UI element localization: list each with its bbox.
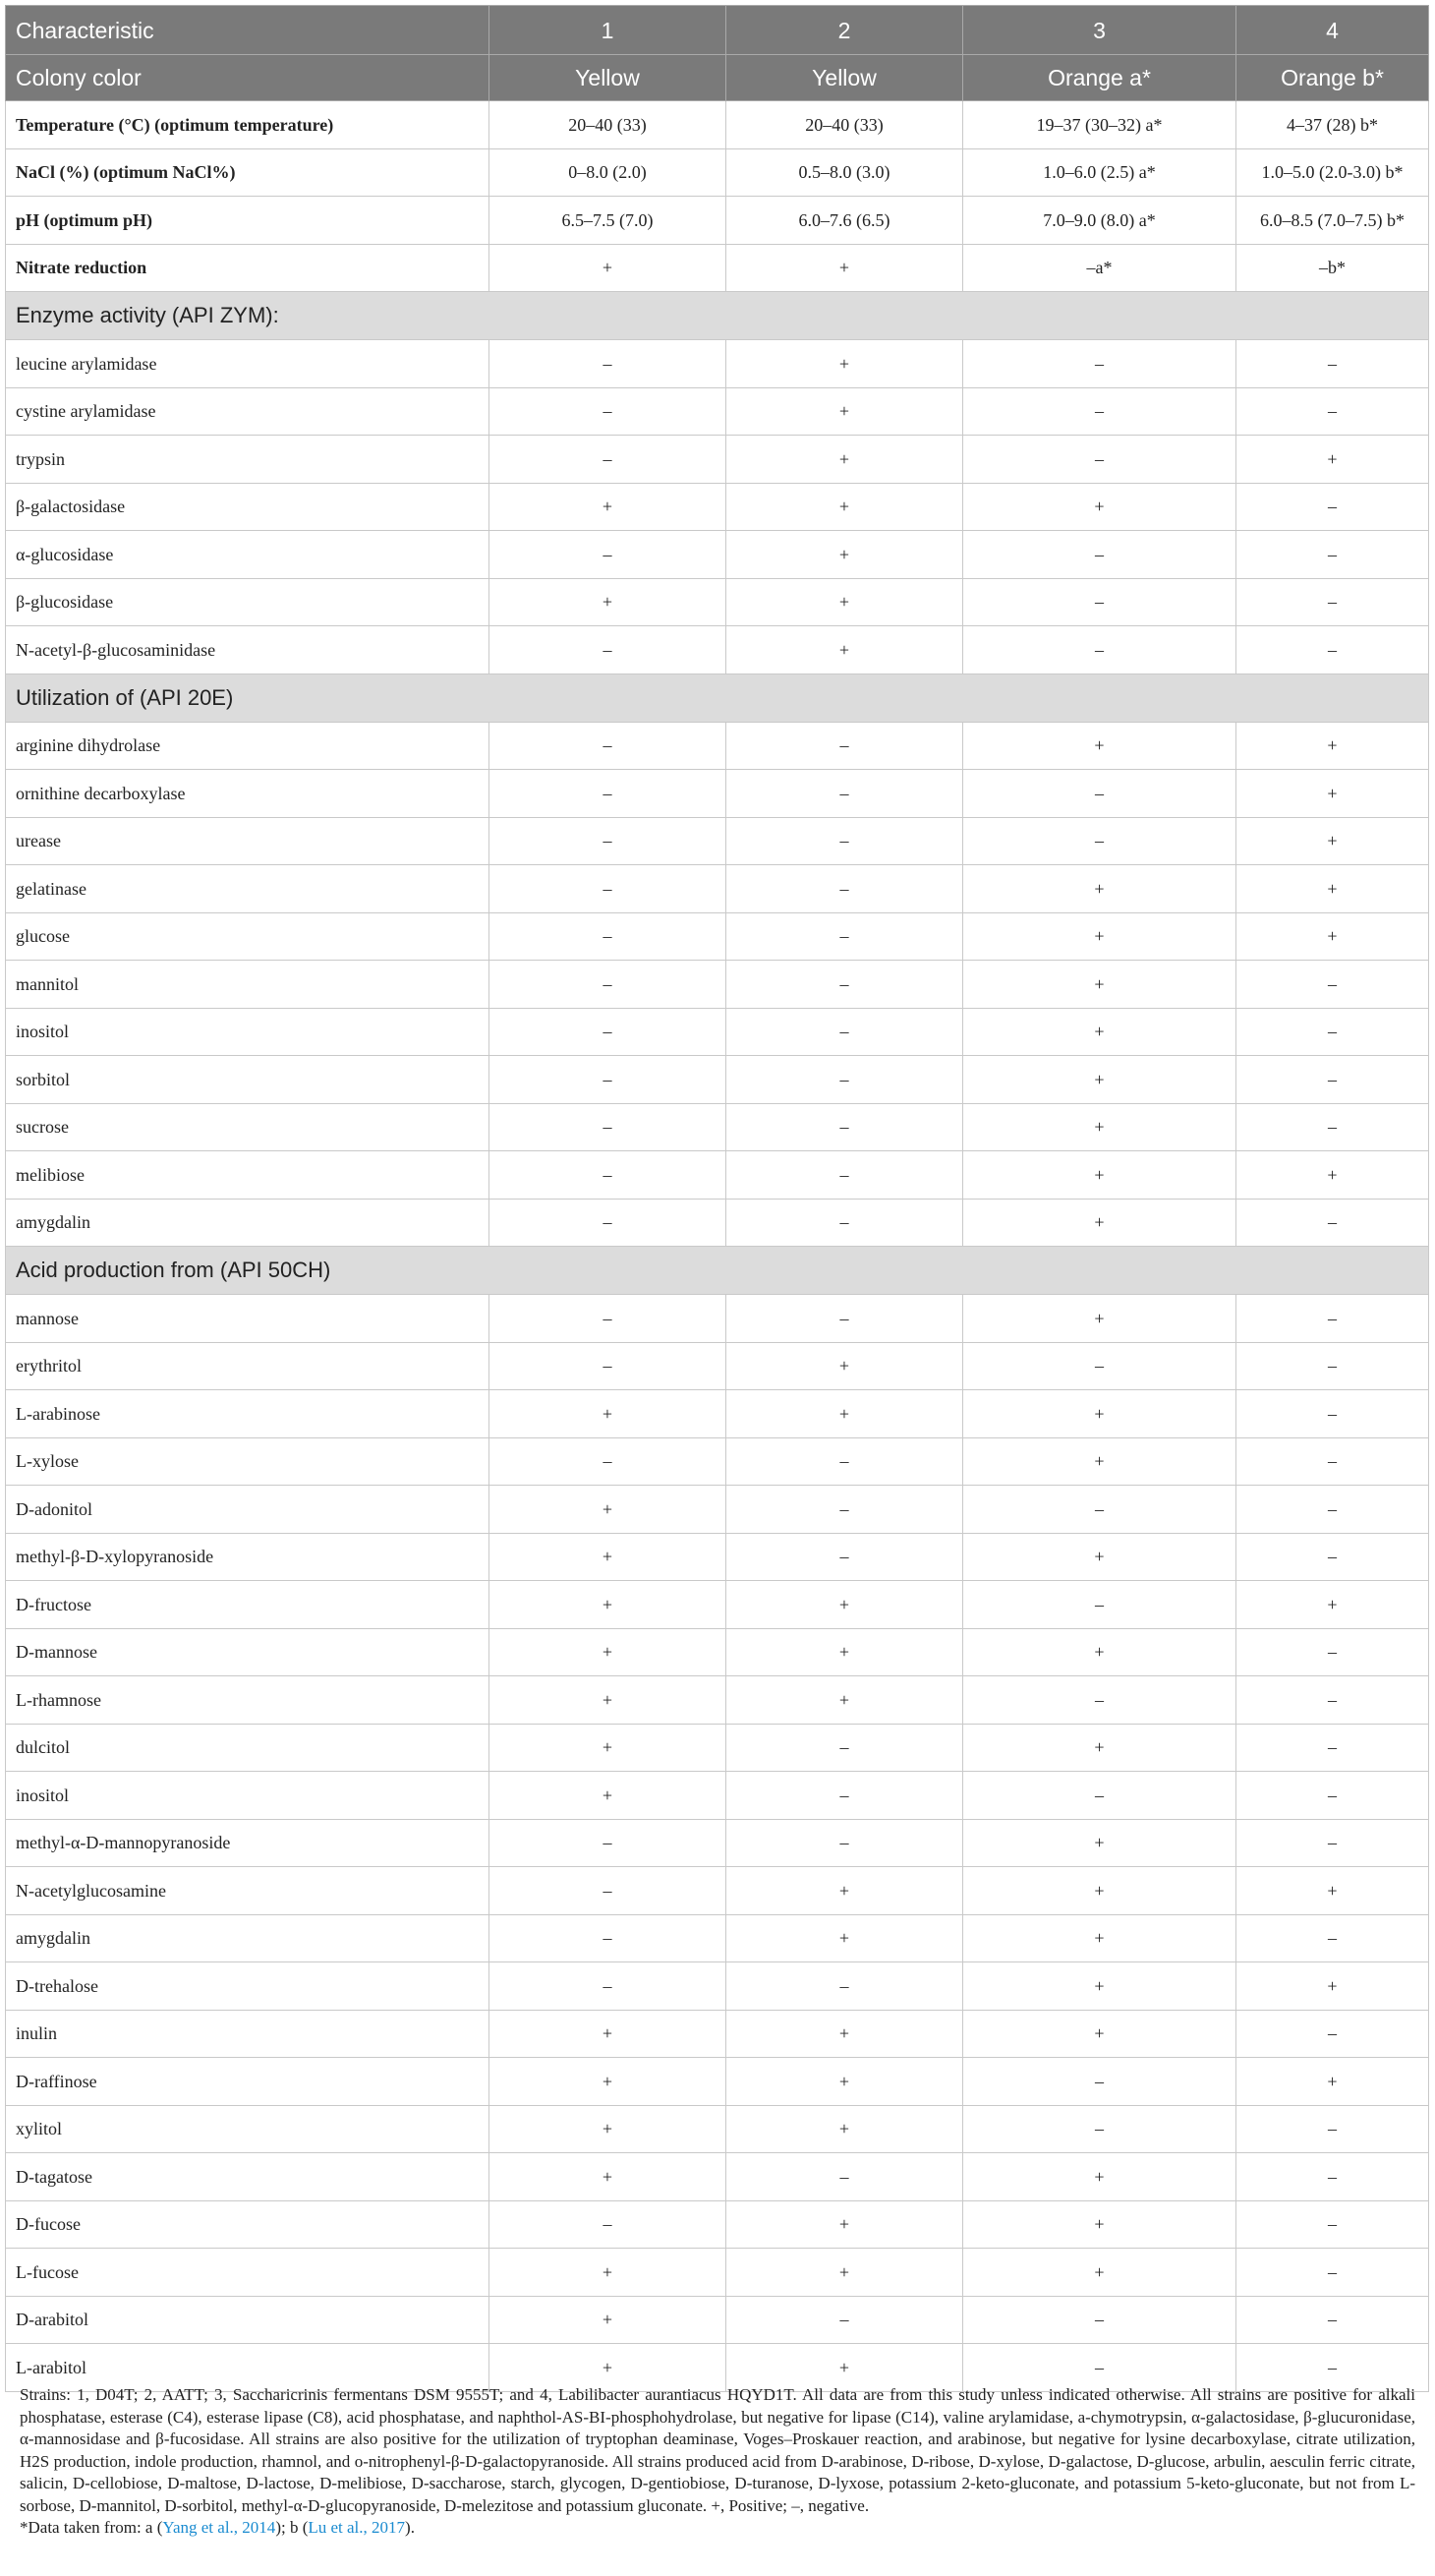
row-value-strain-4: – <box>1236 340 1429 388</box>
row-value-strain-1: + <box>489 244 726 292</box>
row-label: leucine arylamidase <box>6 340 489 388</box>
row-value-strain-3: + <box>963 1390 1236 1438</box>
row-value-strain-3: + <box>963 1962 1236 2011</box>
table-row <box>6 387 1429 436</box>
row-label: amygdalin <box>6 1914 489 1962</box>
row-value-strain-1: + <box>489 483 726 531</box>
row-value-strain-2: – <box>726 865 963 913</box>
table-row <box>6 2058 1429 2106</box>
row-label: methyl-α-D-mannopyranoside <box>6 1819 489 1867</box>
row-value-strain-3: + <box>963 2249 1236 2297</box>
table-row <box>6 1486 1429 1534</box>
row-label: erythritol <box>6 1342 489 1390</box>
table-row <box>6 961 1429 1009</box>
row-value-strain-3: + <box>963 1628 1236 1676</box>
row-value-strain-4: – <box>1236 2105 1429 2153</box>
row-value-strain-2: + <box>726 1342 963 1390</box>
header-strain-1: 1 <box>489 6 726 55</box>
table-row <box>6 1390 1429 1438</box>
row-value-strain-1: – <box>489 817 726 865</box>
row-value-strain-3: + <box>963 1819 1236 1867</box>
row-label: glucose <box>6 912 489 961</box>
row-value-strain-1: + <box>489 1486 726 1534</box>
row-label: sorbitol <box>6 1056 489 1104</box>
row-value-strain-4: – <box>1236 2010 1429 2058</box>
row-value-strain-3: + <box>963 2153 1236 2201</box>
row-value-strain-4: + <box>1236 1151 1429 1200</box>
row-label: arginine dihydrolase <box>6 722 489 770</box>
table-row <box>6 2010 1429 2058</box>
data-source-prefix: *Data taken from: a ( <box>20 2518 163 2537</box>
section-header-row <box>6 292 1429 340</box>
row-value-strain-3: 19–37 (30–32) a* <box>963 101 1236 149</box>
table-row <box>6 2249 1429 2297</box>
row-label: D-fructose <box>6 1581 489 1629</box>
row-label: α-glucosidase <box>6 531 489 579</box>
row-value-strain-4: – <box>1236 1533 1429 1581</box>
row-value-strain-1: – <box>489 2200 726 2249</box>
row-value-strain-1: + <box>489 2153 726 2201</box>
row-value-strain-3: – <box>963 626 1236 674</box>
row-value-strain-1: – <box>489 722 726 770</box>
row-value-strain-4: – <box>1236 1056 1429 1104</box>
row-label: dulcitol <box>6 1724 489 1772</box>
row-value-strain-4: – <box>1236 531 1429 579</box>
row-value-strain-2: + <box>726 1914 963 1962</box>
row-value-strain-4: – <box>1236 2200 1429 2249</box>
row-value-strain-1: – <box>489 1295 726 1343</box>
colony-color-3: Orange a* <box>963 55 1236 101</box>
table-row <box>6 197 1429 245</box>
table-row <box>6 244 1429 292</box>
row-value-strain-3: – <box>963 1486 1236 1534</box>
row-value-strain-2: + <box>726 387 963 436</box>
row-value-strain-1: – <box>489 1056 726 1104</box>
row-value-strain-4: –b* <box>1236 244 1429 292</box>
section-header-row <box>6 1247 1429 1295</box>
row-label: inulin <box>6 2010 489 2058</box>
row-value-strain-4: + <box>1236 865 1429 913</box>
table-row <box>6 340 1429 388</box>
row-value-strain-1: + <box>489 1533 726 1581</box>
table-row <box>6 1342 1429 1390</box>
table-row <box>6 1772 1429 1820</box>
section-title: Utilization of (API 20E) <box>6 673 1429 722</box>
row-value-strain-1: – <box>489 1008 726 1056</box>
row-value-strain-4: – <box>1236 1724 1429 1772</box>
row-value-strain-1: – <box>489 531 726 579</box>
row-value-strain-3: – <box>963 817 1236 865</box>
row-value-strain-2: – <box>726 817 963 865</box>
row-value-strain-4: – <box>1236 1103 1429 1151</box>
row-label: D-raffinose <box>6 2058 489 2106</box>
colony-color-row <box>6 55 1429 101</box>
row-label: methyl-β-D-xylopyranoside <box>6 1533 489 1581</box>
row-value-strain-3: + <box>963 2010 1236 2058</box>
row-value-strain-2: – <box>726 1151 963 1200</box>
row-value-strain-2: + <box>726 2200 963 2249</box>
row-value-strain-3: + <box>963 1295 1236 1343</box>
row-value-strain-4: – <box>1236 1819 1429 1867</box>
row-label: inositol <box>6 1008 489 1056</box>
row-value-strain-4: – <box>1236 1914 1429 1962</box>
row-value-strain-1: – <box>489 340 726 388</box>
row-value-strain-2: + <box>726 1581 963 1629</box>
table-row <box>6 2200 1429 2249</box>
row-value-strain-2: + <box>726 244 963 292</box>
row-value-strain-3: + <box>963 912 1236 961</box>
row-value-strain-1: + <box>489 1390 726 1438</box>
row-value-strain-2: + <box>726 2010 963 2058</box>
row-value-strain-2: + <box>726 1390 963 1438</box>
row-value-strain-2: – <box>726 961 963 1009</box>
row-label: Nitrate reduction <box>6 244 489 292</box>
table-row <box>6 626 1429 674</box>
table-row <box>6 1962 1429 2011</box>
row-value-strain-2: + <box>726 340 963 388</box>
row-value-strain-1: – <box>489 770 726 818</box>
row-value-strain-1: – <box>489 1867 726 1915</box>
citation-lu-2017[interactable]: Lu et al., 2017 <box>308 2518 406 2537</box>
row-label: mannitol <box>6 961 489 1009</box>
row-label: pH (optimum pH) <box>6 197 489 245</box>
row-label: N-acetyl-β-glucosaminidase <box>6 626 489 674</box>
data-source-suffix: ). <box>405 2518 415 2537</box>
row-value-strain-2: – <box>726 1819 963 1867</box>
table-row <box>6 483 1429 531</box>
header-characteristic: Characteristic <box>6 6 489 55</box>
row-value-strain-1: – <box>489 387 726 436</box>
row-label: L-arabitol <box>6 2344 489 2392</box>
row-value-strain-4: – <box>1236 2344 1429 2392</box>
table-row <box>6 1437 1429 1486</box>
row-value-strain-4: + <box>1236 2058 1429 2106</box>
row-value-strain-2: – <box>726 1772 963 1820</box>
row-value-strain-1: – <box>489 865 726 913</box>
header-strain-3: 3 <box>963 6 1236 55</box>
row-value-strain-4: – <box>1236 387 1429 436</box>
row-label: D-mannose <box>6 1628 489 1676</box>
row-label: ornithine decarboxylase <box>6 770 489 818</box>
table-row <box>6 148 1429 197</box>
row-value-strain-1: + <box>489 2105 726 2153</box>
row-label: L-rhamnose <box>6 1676 489 1725</box>
table-row <box>6 1867 1429 1915</box>
row-value-strain-3: – <box>963 2105 1236 2153</box>
row-value-strain-1: – <box>489 1342 726 1390</box>
row-value-strain-3: – <box>963 2296 1236 2344</box>
row-label: D-adonitol <box>6 1486 489 1534</box>
row-value-strain-2: + <box>726 2058 963 2106</box>
row-value-strain-3: –a* <box>963 244 1236 292</box>
row-value-strain-4: + <box>1236 1962 1429 2011</box>
colony-color-4: Orange b* <box>1236 55 1429 101</box>
row-value-strain-1: + <box>489 2296 726 2344</box>
table-row <box>6 1914 1429 1962</box>
row-value-strain-3: + <box>963 1437 1236 1486</box>
row-label: L-xylose <box>6 1437 489 1486</box>
table-row <box>6 2296 1429 2344</box>
row-value-strain-1: – <box>489 912 726 961</box>
header-strain-2: 2 <box>726 6 963 55</box>
colony-color-label: Colony color <box>6 55 489 101</box>
row-label: D-arabitol <box>6 2296 489 2344</box>
row-label: xylitol <box>6 2105 489 2153</box>
row-value-strain-2: + <box>726 2344 963 2392</box>
table-row <box>6 1295 1429 1343</box>
table-row <box>6 1008 1429 1056</box>
row-label: L-arabinose <box>6 1390 489 1438</box>
row-value-strain-4: – <box>1236 1342 1429 1390</box>
row-value-strain-1: – <box>489 1437 726 1486</box>
row-value-strain-2: – <box>726 1008 963 1056</box>
characteristics-table <box>5 5 1429 2392</box>
row-value-strain-1: 0–8.0 (2.0) <box>489 148 726 197</box>
table-row <box>6 912 1429 961</box>
citation-yang-2014[interactable]: Yang et al., 2014 <box>162 2518 276 2537</box>
row-value-strain-2: – <box>726 1724 963 1772</box>
row-value-strain-1: + <box>489 1772 726 1820</box>
row-value-strain-4: – <box>1236 1772 1429 1820</box>
table-row <box>6 2105 1429 2153</box>
row-value-strain-2: + <box>726 436 963 484</box>
table-row <box>6 2153 1429 2201</box>
row-label: NaCl (%) (optimum NaCl%) <box>6 148 489 197</box>
row-label: β-glucosidase <box>6 578 489 626</box>
row-value-strain-4: + <box>1236 1581 1429 1629</box>
row-value-strain-4: – <box>1236 483 1429 531</box>
row-value-strain-1: – <box>489 1151 726 1200</box>
row-value-strain-4: – <box>1236 1008 1429 1056</box>
row-label: melibiose <box>6 1151 489 1200</box>
row-value-strain-2: 20–40 (33) <box>726 101 963 149</box>
row-value-strain-2: – <box>726 770 963 818</box>
row-value-strain-4: – <box>1236 2249 1429 2297</box>
row-value-strain-2: + <box>726 626 963 674</box>
row-value-strain-3: + <box>963 1199 1236 1247</box>
row-value-strain-2: + <box>726 1867 963 1915</box>
row-value-strain-3: – <box>963 1676 1236 1725</box>
row-value-strain-3: + <box>963 1151 1236 1200</box>
row-value-strain-3: + <box>963 1103 1236 1151</box>
row-value-strain-2: – <box>726 1533 963 1581</box>
row-value-strain-4: + <box>1236 722 1429 770</box>
table-row <box>6 1819 1429 1867</box>
row-value-strain-1: + <box>489 2344 726 2392</box>
row-value-strain-3: + <box>963 865 1236 913</box>
table-row <box>6 578 1429 626</box>
row-label: D-tagatose <box>6 2153 489 2201</box>
row-value-strain-1: + <box>489 1628 726 1676</box>
colony-color-2: Yellow <box>726 55 963 101</box>
row-value-strain-3: + <box>963 722 1236 770</box>
row-value-strain-3: + <box>963 1008 1236 1056</box>
row-value-strain-3: + <box>963 2200 1236 2249</box>
row-label: inositol <box>6 1772 489 1820</box>
row-label: D-trehalose <box>6 1962 489 2011</box>
row-value-strain-2: + <box>726 531 963 579</box>
strains-footnote: Strains: 1, D04T; 2, AATT; 3, Saccharicrinis fermentans DSM 9555T; and 4, Labilibacter aurantiacus HQYD1T. All data are from this study unless indicated otherwise. All strains are positive for alkali phosphatase, esterase (C4), esterase lipase (C8), acid phosphatase, and naphthol-AS-BI-phosphohydrolase, but negative for lipase (C14), valine arylamidase, a-chymotrypsin, α-galactosidase, β-glucuronidase, α-mannosidase and β-fucosidase. All strains are also positive for the utilization of tryptophan deaminase, Voges–Proskauer reaction, and arabinose, but negative for lysine decarboxylase, citrate utilization, H2S production, indole production, rhamnol, and o-nitrophenyl-β-D-galactopyranoside. All strains produced acid from D-arabinose, D-ribose, D-xylose, D-galactose, D-glucose, arbulin, aesculin ferric citrate, salicin, D-cellobiose, D-maltose, D-lactose, D-melibiose, D-saccharose, starch, glycogen, D-gentiobiose, D-turanose, D-lyxose, potassium 2-keto-gluconate, and potassium 5-keto-gluconate, but not from L-sorbose, D-mannitol, D-sorbitol, methyl-α-D-glucopyranoside, D-melezitose and potassium gluconate. +, Positive; –, negative. <box>20 2385 1415 2515</box>
row-value-strain-2: 6.0–7.6 (6.5) <box>726 197 963 245</box>
row-label: gelatinase <box>6 865 489 913</box>
row-value-strain-2: + <box>726 1628 963 1676</box>
row-value-strain-4: – <box>1236 2296 1429 2344</box>
row-value-strain-1: + <box>489 2249 726 2297</box>
row-label: trypsin <box>6 436 489 484</box>
colony-color-1: Yellow <box>489 55 726 101</box>
row-value-strain-2: + <box>726 1676 963 1725</box>
row-value-strain-4: + <box>1236 436 1429 484</box>
row-value-strain-3: – <box>963 340 1236 388</box>
data-source-footnote <box>20 2517 1415 2540</box>
row-label: N-acetylglucosamine <box>6 1867 489 1915</box>
row-value-strain-1: + <box>489 578 726 626</box>
row-value-strain-4: + <box>1236 770 1429 818</box>
data-source-middle: ); b ( <box>275 2518 309 2537</box>
row-value-strain-2: – <box>726 1486 963 1534</box>
table-row <box>6 1103 1429 1151</box>
row-label: L-fucose <box>6 2249 489 2297</box>
row-value-strain-4: + <box>1236 817 1429 865</box>
table-row <box>6 101 1429 149</box>
table-row <box>6 817 1429 865</box>
table-row <box>6 436 1429 484</box>
header-strain-4: 4 <box>1236 6 1429 55</box>
section-title: Enzyme activity (API ZYM): <box>6 292 1429 340</box>
row-value-strain-3: – <box>963 1342 1236 1390</box>
row-value-strain-2: – <box>726 722 963 770</box>
row-value-strain-2: – <box>726 1437 963 1486</box>
row-value-strain-1: – <box>489 961 726 1009</box>
row-value-strain-2: – <box>726 1199 963 1247</box>
row-value-strain-4: + <box>1236 1867 1429 1915</box>
row-label: urease <box>6 817 489 865</box>
row-label: amygdalin <box>6 1199 489 1247</box>
row-value-strain-2: – <box>726 2153 963 2201</box>
row-value-strain-4: – <box>1236 626 1429 674</box>
row-value-strain-3: – <box>963 436 1236 484</box>
row-value-strain-3: – <box>963 1581 1236 1629</box>
row-value-strain-3: – <box>963 2058 1236 2106</box>
table-row <box>6 865 1429 913</box>
row-value-strain-3: 1.0–6.0 (2.5) a* <box>963 148 1236 197</box>
table-row <box>6 1151 1429 1200</box>
row-value-strain-1: – <box>489 436 726 484</box>
row-value-strain-2: + <box>726 483 963 531</box>
table-row <box>6 1533 1429 1581</box>
table-footnotes <box>20 2384 1415 2540</box>
header-row <box>6 6 1429 55</box>
row-value-strain-3: – <box>963 387 1236 436</box>
row-value-strain-4: 6.0–8.5 (7.0–7.5) b* <box>1236 197 1429 245</box>
row-value-strain-1: + <box>489 1581 726 1629</box>
row-value-strain-3: + <box>963 961 1236 1009</box>
table-row <box>6 1581 1429 1629</box>
table-row <box>6 1676 1429 1725</box>
row-value-strain-4: – <box>1236 1199 1429 1247</box>
section-header-row <box>6 673 1429 722</box>
row-value-strain-3: – <box>963 2344 1236 2392</box>
row-value-strain-4: – <box>1236 1676 1429 1725</box>
row-value-strain-3: + <box>963 1533 1236 1581</box>
row-value-strain-1: 20–40 (33) <box>489 101 726 149</box>
row-value-strain-1: + <box>489 2058 726 2106</box>
row-value-strain-3: – <box>963 531 1236 579</box>
row-value-strain-2: – <box>726 1056 963 1104</box>
row-value-strain-1: – <box>489 1103 726 1151</box>
table-body <box>6 6 1429 2392</box>
row-value-strain-4: – <box>1236 961 1429 1009</box>
row-value-strain-2: + <box>726 2249 963 2297</box>
row-value-strain-1: – <box>489 1962 726 2011</box>
row-value-strain-2: 0.5–8.0 (3.0) <box>726 148 963 197</box>
table-row <box>6 1628 1429 1676</box>
row-value-strain-2: + <box>726 578 963 626</box>
row-value-strain-1: – <box>489 1914 726 1962</box>
row-value-strain-1: – <box>489 1199 726 1247</box>
table-row <box>6 1724 1429 1772</box>
table-container <box>5 5 1428 2392</box>
table-row <box>6 1199 1429 1247</box>
table-row <box>6 722 1429 770</box>
row-value-strain-2: – <box>726 912 963 961</box>
row-value-strain-1: + <box>489 2010 726 2058</box>
row-label: β-galactosidase <box>6 483 489 531</box>
row-value-strain-3: – <box>963 770 1236 818</box>
table-row <box>6 1056 1429 1104</box>
row-value-strain-2: – <box>726 2296 963 2344</box>
row-value-strain-4: – <box>1236 1628 1429 1676</box>
row-value-strain-1: – <box>489 626 726 674</box>
row-value-strain-4: – <box>1236 2153 1429 2201</box>
row-value-strain-3: + <box>963 1724 1236 1772</box>
row-value-strain-1: + <box>489 1676 726 1725</box>
row-value-strain-2: – <box>726 1103 963 1151</box>
row-value-strain-4: – <box>1236 1390 1429 1438</box>
row-value-strain-4: – <box>1236 1486 1429 1534</box>
row-value-strain-4: 1.0–5.0 (2.0-3.0) b* <box>1236 148 1429 197</box>
row-value-strain-3: – <box>963 578 1236 626</box>
section-title: Acid production from (API 50CH) <box>6 1247 1429 1295</box>
row-value-strain-3: – <box>963 1772 1236 1820</box>
row-label: mannose <box>6 1295 489 1343</box>
row-value-strain-1: – <box>489 1819 726 1867</box>
row-value-strain-3: + <box>963 483 1236 531</box>
row-label: cystine arylamidase <box>6 387 489 436</box>
row-value-strain-3: + <box>963 1914 1236 1962</box>
row-value-strain-3: 7.0–9.0 (8.0) a* <box>963 197 1236 245</box>
row-value-strain-1: + <box>489 1724 726 1772</box>
row-value-strain-3: + <box>963 1056 1236 1104</box>
table-row <box>6 770 1429 818</box>
row-value-strain-1: 6.5–7.5 (7.0) <box>489 197 726 245</box>
row-value-strain-2: + <box>726 2105 963 2153</box>
row-value-strain-4: 4–37 (28) b* <box>1236 101 1429 149</box>
row-label: sucrose <box>6 1103 489 1151</box>
row-value-strain-2: – <box>726 1962 963 2011</box>
row-label: D-fucose <box>6 2200 489 2249</box>
row-value-strain-4: + <box>1236 912 1429 961</box>
row-label: Temperature (°C) (optimum temperature) <box>6 101 489 149</box>
row-value-strain-4: – <box>1236 1437 1429 1486</box>
row-value-strain-3: + <box>963 1867 1236 1915</box>
row-value-strain-4: – <box>1236 578 1429 626</box>
row-value-strain-2: – <box>726 1295 963 1343</box>
row-value-strain-4: – <box>1236 1295 1429 1343</box>
table-row <box>6 531 1429 579</box>
